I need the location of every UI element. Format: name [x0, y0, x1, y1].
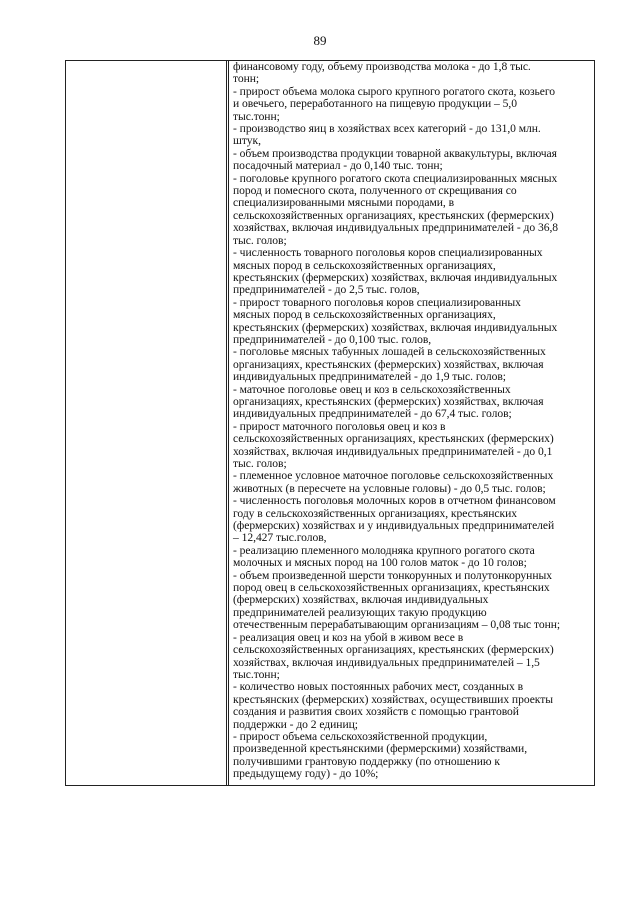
text-line: - объем производства продукции товарной аквакультуры, включая — [233, 146, 557, 160]
text-line: животных (в пересчете на условные головы) - до 0,5 тыс. голов; — [233, 481, 546, 495]
text-line: сельскохозяйственных организациях, крестьянских (фермерских) — [233, 208, 554, 222]
text-line: - маточное поголовье овец и коз в сельскохозяйственных — [233, 382, 511, 396]
text-line: предпринимателей - до 0,100 тыс. голов, — [233, 332, 432, 346]
text-line: пород и помесного скота, полученного от скрещивания со — [233, 184, 517, 198]
text-line: - реализацию племенного молодняка крупного рогатого скота — [233, 543, 535, 557]
text-line: - поголовье мясных табунных лошадей в сельскохозяйственных — [233, 345, 546, 359]
text-line: тыс. голов; — [233, 233, 287, 247]
text-line: крестьянских (фермерских) хозяйствах, включая индивидуальных — [233, 320, 558, 334]
text-line: получившими грантовую поддержку (по отношению к — [233, 754, 500, 768]
text-line: - численность товарного поголовья коров специализированных — [233, 246, 543, 260]
text-line: - реализация овец и коз на убой в живом весе в — [233, 630, 464, 644]
text-line: индивидуальных предпринимателей - до 67,4 тыс. голов; — [233, 407, 512, 421]
text-line: хозяйствах, включая индивидуальных предпринимателей - до 0,1 — [233, 444, 553, 458]
text-line: - численность поголовья молочных коров в отчетном финансовом — [233, 494, 556, 508]
text-line: предыдущему году) - до 10%; — [233, 767, 379, 781]
text-line: (фермерских) хозяйствах, включая индивидуальных — [233, 593, 489, 607]
text-line: отечественным перерабатывающим организациям – 0,08 тыс тонн; — [233, 618, 561, 632]
text-line: - прирост объема сельскохозяйственной продукции, — [233, 729, 488, 743]
text-line: пород овец в сельскохозяйственных организациях, крестьянских — [233, 581, 550, 595]
text-line: молочных и мясных пород на 100 голов маток - до 10 голов; — [233, 556, 527, 570]
text-line: предпринимателей реализующих такую продукцию — [233, 605, 487, 619]
indicators-text — [233, 61, 591, 781]
text-line: - прирост объема молока сырого крупного рогатого скота, козьего — [233, 84, 556, 98]
text-line: хозяйствах, включая индивидуальных предпринимателей - до 36,8 — [233, 221, 559, 235]
text-line: специализированными мясными породами, в — [233, 196, 455, 210]
text-line: - производство яиц в хозяйствах всех категорий - до 131,0 млн. — [233, 122, 541, 136]
text-line: крестьянских (фермерских) хозяйствах, осуществивших проекты — [233, 692, 553, 706]
text-line: году в сельскохозяйственных организациях, крестьянских — [233, 506, 517, 520]
text-line: тыс.тонн; — [233, 109, 280, 123]
text-line: сельскохозяйственных организациях, крестьянских (фермерских) — [233, 643, 554, 657]
text-line: хозяйствах, включая индивидуальных предпринимателей – 1,5 — [233, 655, 540, 669]
text-line: - поголовье крупного рогатого скота специализированных мясных — [233, 171, 558, 185]
text-line: создания и развития своих хозяйств с помощью грантовой — [233, 705, 519, 719]
text-line: - объем произведенной шерсти тонкорунных и полутонкорунных — [233, 568, 552, 582]
indicators-cell — [229, 61, 595, 786]
text-line: - прирост маточного поголовья овец и коз в — [233, 419, 446, 433]
text-line: - количество новых постоянных рабочих мест, созданных в — [233, 680, 524, 694]
text-line: (фермерских) хозяйствах и у индивидуальных предпринимателей — [233, 519, 555, 533]
text-line: поддержки - до 2 единиц; — [233, 717, 358, 731]
text-line: произведенной крестьянскими (фермерскими) хозяйствами, — [233, 742, 528, 756]
text-line: тыс. голов; — [233, 457, 287, 470]
text-line: индивидуальных предпринимателей - до 1,9 тыс. голов; — [233, 370, 506, 384]
text-line: предпринимателей - до 2,5 тыс. голов, — [233, 283, 420, 297]
text-line: штук, — [233, 134, 261, 148]
text-line: организациях, крестьянских (фермерских) хозяйствах, включая — [233, 394, 544, 408]
text-line: организациях, крестьянских (фермерских) хозяйствах, включая — [233, 357, 544, 371]
text-line: мясных пород в сельскохозяйственных организациях, — [233, 258, 496, 272]
text-line: тыс.тонн; — [233, 667, 280, 681]
page-number: 89 — [313, 33, 327, 48]
document-table — [65, 60, 595, 786]
text-line: финансовому году, объему производства молока - до 1,8 тыс. — [233, 60, 531, 73]
text-line: - прирост товарного поголовья коров специализированных — [233, 295, 521, 309]
text-line: и овечьего, переработанного на пищевую продукции – 5,0 — [233, 97, 517, 111]
text-line: сельскохозяйственных организациях, крестьянских (фермерских) — [233, 432, 554, 446]
text-line: - племенное условное маточное поголовье сельскохозяйственных — [233, 469, 554, 483]
text-line: посадочный материал - до 0,140 тыс. тонн; — [233, 159, 443, 173]
text-line: мясных пород в сельскохозяйственных организациях, — [233, 308, 496, 322]
text-line: крестьянских (фермерских) хозяйствах, включая индивидуальных — [233, 270, 558, 284]
text-line: – 12,427 тыс.голов, — [233, 531, 327, 545]
text-line: тонн; — [233, 72, 260, 86]
table-row — [66, 61, 595, 786]
left-column-cell — [66, 61, 227, 786]
